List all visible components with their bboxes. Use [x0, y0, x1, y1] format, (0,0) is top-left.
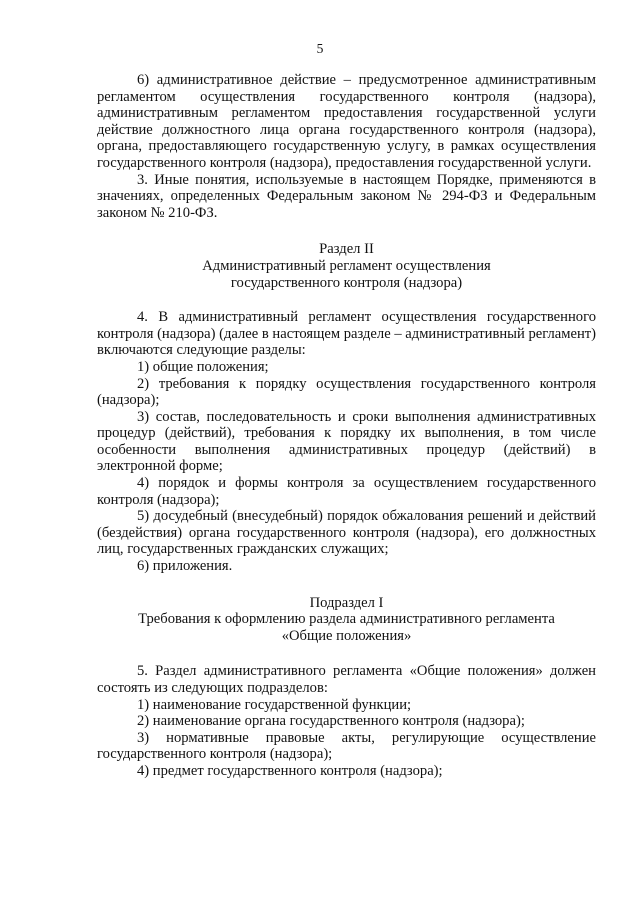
spacer — [97, 291, 596, 309]
spacer — [97, 221, 596, 241]
list-item: 4) порядок и формы контроля за осуществлением государственного контроля (надзора); — [97, 475, 596, 508]
spacer — [97, 575, 596, 595]
list-item: 5) досудебный (внесудебный) порядок обжалования решений и действий (бездействия) органа государственного контроля (надзора), его должностных лиц, государственных гражданских служащих; — [97, 508, 596, 558]
spacer — [97, 644, 596, 663]
subsection-1-title-line-1: Требования к оформлению раздела административного регламента — [138, 611, 555, 628]
subsection-1-number: Подраздел I — [309, 594, 384, 611]
section-2-title-line-1: Административный регламент осуществления — [202, 257, 491, 274]
page-number: 5 — [316, 41, 324, 56]
paragraph-definition-6: 6) административное действие – предусмотренное административным регламентом осуществления государственного контроля (надзора), административным регламентом предоставления государственной услуги действие должностного лица органа государственного контроля (надзора), органа, предоставляющего государственную услугу, в рамках осуществления государственного контроля (надзора), предоставления государственной услуги. — [97, 72, 596, 171]
section-2-number: Раздел II — [319, 241, 374, 258]
paragraph-item-3: 3. Иные понятия, используемые в настоящем Порядке, применяются в значениях, определенных Федеральным законом № 294-ФЗ и Федеральным законом № 210-ФЗ. — [97, 171, 596, 221]
list-item: 1) наименование государственной функции; — [137, 696, 412, 713]
paragraph-item-4: 4. В административный регламент осуществления государственного контроля (надзора) (далее в настоящем разделе – административный регламент) включаются следующие разделы: — [97, 309, 596, 359]
section-2-body — [97, 309, 596, 575]
list-item: 2) наименование органа государственного контроля (надзора); — [137, 713, 525, 730]
list-item: 4) предмет государственного контроля (надзора); — [137, 762, 443, 779]
subsection-1-heading — [97, 595, 596, 645]
subsection-1-title-line-2: «Общие положения» — [281, 627, 412, 644]
document-body — [97, 72, 596, 780]
list-item: 3) состав, последовательность и сроки выполнения административных процедур (действий), требования к порядку их выполнения, в том числе особенности выполнения административных процедур (действий) в электронной форме; — [97, 408, 596, 475]
subsection-1-body — [97, 663, 596, 779]
list-item: 6) приложения. — [137, 558, 233, 575]
section-2-title-line-2: государственного контроля (надзора) — [230, 274, 463, 291]
list-item: 1) общие положения; — [137, 358, 269, 375]
list-item: 3) нормативные правовые акты, регулирующие осуществление государственного контроля (надзора); — [97, 729, 596, 763]
section-2-heading — [97, 241, 596, 291]
paragraph-item-5: 5. Раздел административного регламента «Общие положения» должен состоять из следующих подразделов: — [97, 663, 596, 696]
list-item: 2) требования к порядку осуществления государственного контроля (надзора); — [97, 375, 596, 409]
